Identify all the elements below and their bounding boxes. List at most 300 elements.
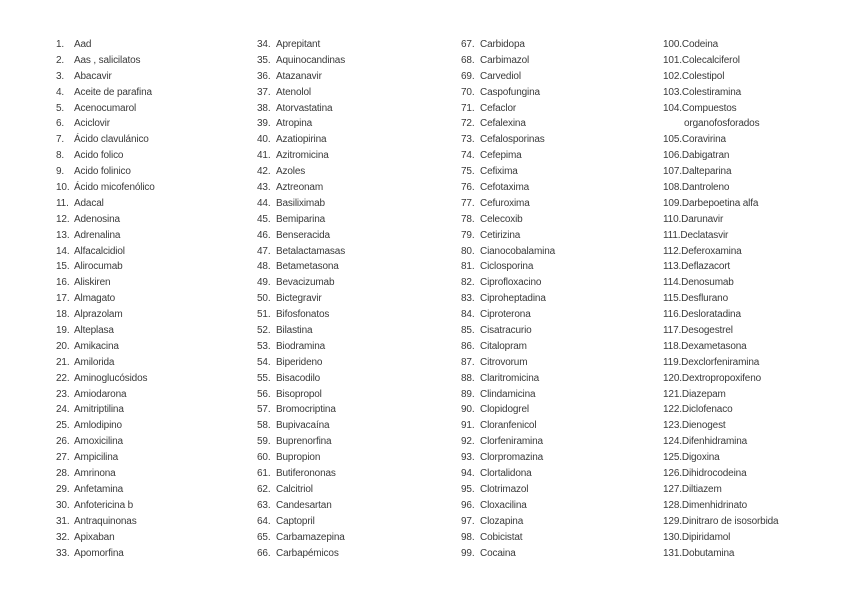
list-item <box>663 164 843 180</box>
list-item <box>257 132 447 148</box>
list-item <box>663 371 843 387</box>
item-name: Alprazolam <box>74 309 123 321</box>
item-number: 119. <box>663 356 682 368</box>
item-name: Aminoglucósidos <box>74 372 148 384</box>
item-name: Amrinona <box>74 468 116 480</box>
list-item <box>461 387 646 403</box>
item-number: 28. <box>56 468 70 480</box>
item-number: 6. <box>56 118 65 130</box>
item-number: 4. <box>56 86 65 98</box>
list-item <box>257 450 447 466</box>
list-item <box>257 307 447 323</box>
item-name: Ciproterona <box>480 309 531 321</box>
item-number: 20. <box>56 340 70 352</box>
list-item <box>257 196 447 212</box>
item-number: 43. <box>257 182 271 194</box>
list-item <box>663 450 843 466</box>
list-item <box>461 530 646 546</box>
item-name: Desflurano <box>681 293 728 305</box>
item-number: 11. <box>56 197 69 209</box>
item-number: 16. <box>56 277 70 289</box>
list-item <box>257 164 447 180</box>
item-number: 49. <box>257 277 271 289</box>
item-name: Diltiazem <box>681 483 722 495</box>
item-name: Antraquinonas <box>74 515 137 527</box>
list-item <box>663 402 843 418</box>
item-number: 47. <box>257 245 271 257</box>
item-name: Alirocumab <box>74 261 123 273</box>
item-name: Declatasvir <box>680 229 729 241</box>
item-number: 30. <box>56 499 70 511</box>
item-name: Biodramina <box>276 340 326 352</box>
list-item <box>663 85 843 101</box>
list-item <box>663 355 843 371</box>
item-name: Dexametasona <box>681 340 747 352</box>
list-item <box>257 530 447 546</box>
column-1 <box>56 37 246 561</box>
item-name: organofosforados <box>684 118 760 130</box>
list-item <box>56 275 246 291</box>
item-number: 93. <box>461 452 475 464</box>
list-item <box>663 69 843 85</box>
item-name: Carbapémicos <box>276 547 339 559</box>
item-number: 112. <box>663 245 682 257</box>
item-number: 29. <box>56 483 70 495</box>
item-name: Bisopropol <box>276 388 322 400</box>
item-number: 39. <box>257 118 271 130</box>
item-number: 130. <box>663 531 682 543</box>
item-number: 121. <box>663 388 682 400</box>
list-item <box>56 101 246 117</box>
list-item <box>461 466 646 482</box>
item-name: Aprepitant <box>276 39 321 50</box>
list-item <box>56 244 246 260</box>
item-number: 101. <box>663 54 682 66</box>
list-item <box>257 482 447 498</box>
item-number: 111. <box>663 229 681 241</box>
list-item <box>257 275 447 291</box>
item-name: Atorvastatina <box>276 102 333 114</box>
list-item <box>461 482 646 498</box>
list-item <box>257 418 447 434</box>
item-name: Compuestos <box>681 102 737 114</box>
item-number: 127. <box>663 483 682 495</box>
item-number: 82. <box>461 277 475 289</box>
list-item <box>461 371 646 387</box>
item-name: Denosumab <box>681 277 734 289</box>
item-name: Cefotaxima <box>480 182 530 194</box>
list-item <box>663 387 843 403</box>
item-name: Aquinocandinas <box>276 54 346 66</box>
item-number: 56. <box>257 388 271 400</box>
list-item <box>461 132 646 148</box>
item-name: Dabigatran <box>681 150 730 162</box>
item-number: 73. <box>461 134 475 146</box>
list-item <box>663 212 843 228</box>
list-item <box>257 101 447 117</box>
list-item <box>257 498 447 514</box>
list-item <box>56 132 246 148</box>
list-item <box>663 498 843 514</box>
list-item <box>257 259 447 275</box>
list-item <box>56 180 246 196</box>
item-number: 124. <box>663 436 682 448</box>
item-name: Bemiparina <box>276 213 326 225</box>
list-item <box>461 291 646 307</box>
item-number: 9. <box>56 166 65 178</box>
item-number: 91. <box>461 420 475 432</box>
list-item <box>257 466 447 482</box>
item-name: Carbimazol <box>480 54 530 66</box>
item-name: Desloratadina <box>681 309 741 321</box>
item-name: Ciclosporina <box>480 261 534 273</box>
item-number: 70. <box>461 86 475 98</box>
item-number: 55. <box>257 372 271 384</box>
item-name: Cloxacilina <box>480 499 527 511</box>
item-number: 34. <box>257 39 271 50</box>
item-number: 90. <box>461 404 475 416</box>
item-number: 1. <box>56 39 65 50</box>
list-item <box>56 148 246 164</box>
list-item <box>461 418 646 434</box>
item-name: Alfacalcidiol <box>74 245 125 257</box>
item-name: Buprenorfina <box>276 436 332 448</box>
item-name: Deflazacort <box>681 261 731 273</box>
list-item <box>56 371 246 387</box>
list-item <box>56 259 246 275</box>
list-item <box>257 37 447 53</box>
item-number: 58. <box>257 420 271 432</box>
list-item <box>56 450 246 466</box>
item-name: Benseracida <box>276 229 330 241</box>
list-item <box>461 180 646 196</box>
item-name: Anfotericina b <box>74 499 134 511</box>
item-name: Caspofungina <box>480 86 540 98</box>
list-item <box>257 228 447 244</box>
list-item <box>257 371 447 387</box>
item-name: Citalopram <box>480 340 527 352</box>
item-number: 60. <box>257 452 271 464</box>
list-item <box>663 291 843 307</box>
item-number: 122. <box>663 404 682 416</box>
list-item <box>56 228 246 244</box>
item-name: Adacal <box>74 197 104 209</box>
item-name: Cianocobalamina <box>480 245 556 257</box>
item-name: Amikacina <box>74 340 119 352</box>
item-name: Bromocriptina <box>276 404 336 416</box>
column-2 <box>257 37 447 561</box>
item-name: Atazanavir <box>276 70 322 82</box>
list-item <box>56 418 246 434</box>
item-number: 23. <box>56 388 70 400</box>
item-name: Cobicistat <box>480 531 523 543</box>
list-item <box>257 546 447 562</box>
item-number: 64. <box>257 515 271 527</box>
item-number: 67. <box>461 39 475 50</box>
item-name: Clortalidona <box>480 468 532 480</box>
item-name: Clotrimazol <box>480 483 529 495</box>
item-name: Clindamicina <box>480 388 536 400</box>
item-name: Amilorida <box>74 356 115 368</box>
item-number: 84. <box>461 309 475 321</box>
list-item <box>461 339 646 355</box>
list-item <box>663 37 843 53</box>
item-name: Dinitraro de isosorbida <box>681 515 779 527</box>
item-number: 38. <box>257 102 271 114</box>
item-number: 12. <box>56 213 70 225</box>
list-item <box>663 275 843 291</box>
item-name: Difenhidramina <box>681 436 748 448</box>
item-number: 31. <box>56 515 70 527</box>
list-item <box>257 53 447 69</box>
item-number: 108. <box>663 182 682 194</box>
item-number: 61. <box>257 468 271 480</box>
item-name: Atenolol <box>276 86 311 98</box>
item-name: Basiliximab <box>276 197 325 209</box>
item-name: Ciprofloxacino <box>480 277 542 289</box>
item-number: 74. <box>461 150 475 162</box>
item-name: Alteplasa <box>74 325 114 337</box>
item-name: Aceite de parafina <box>74 86 152 98</box>
list-item <box>461 514 646 530</box>
item-name: Abacavir <box>74 70 112 82</box>
item-number: 65. <box>257 531 271 543</box>
list-item <box>461 228 646 244</box>
item-number: 44. <box>257 197 271 209</box>
list-item <box>663 196 843 212</box>
item-name: Cefepima <box>480 150 522 162</box>
item-name: Clopidogrel <box>480 404 529 416</box>
item-name: Clorfeniramina <box>480 436 543 448</box>
list-item <box>56 85 246 101</box>
column-4 <box>663 37 843 561</box>
list-item <box>663 482 843 498</box>
list-item <box>461 546 646 562</box>
item-number: 15. <box>56 261 70 273</box>
item-number: 125. <box>663 452 682 464</box>
item-number: 94. <box>461 468 475 480</box>
list-item <box>461 85 646 101</box>
item-name: Betalactamasas <box>276 245 346 257</box>
item-name: Bictegravir <box>276 293 322 305</box>
item-name: Bupivacaína <box>276 420 330 432</box>
item-name: Acenocumarol <box>74 102 137 114</box>
item-name: Captopril <box>276 515 315 527</box>
item-name: Colestipol <box>681 70 725 82</box>
list-item <box>461 101 646 117</box>
item-number: 89. <box>461 388 475 400</box>
list-item <box>663 514 843 530</box>
item-number: 21. <box>56 356 70 368</box>
item-number: 103. <box>663 86 682 98</box>
item-number: 18. <box>56 309 70 321</box>
list-item <box>663 148 843 164</box>
item-number: 51. <box>257 309 271 321</box>
item-name: Celecoxib <box>480 213 523 225</box>
item-name: Biperideno <box>276 356 323 368</box>
list-item <box>56 546 246 562</box>
list-item <box>56 530 246 546</box>
item-name: Aad <box>74 39 92 50</box>
item-number: 40. <box>257 134 271 146</box>
item-name: Carvediol <box>480 70 521 82</box>
item-name: Aztreonam <box>276 182 324 194</box>
item-number: 118. <box>663 340 682 352</box>
item-name: Bisacodilo <box>276 372 321 384</box>
item-number: 32. <box>56 531 70 543</box>
item-number: 7. <box>56 134 65 146</box>
item-number: 53. <box>257 340 271 352</box>
list-item <box>461 164 646 180</box>
item-name: Darunavir <box>681 213 724 225</box>
item-name: Anfetamina <box>74 483 124 495</box>
item-number: 106. <box>663 150 682 162</box>
item-number: 5. <box>56 102 65 114</box>
item-name: Almagato <box>74 293 116 305</box>
item-number: 66. <box>257 547 271 559</box>
item-name: Bifosfonatos <box>276 309 330 321</box>
list-item <box>56 402 246 418</box>
list-item <box>461 212 646 228</box>
item-number: 117. <box>663 325 682 337</box>
list-item <box>461 498 646 514</box>
list-item <box>56 323 246 339</box>
item-number: 131. <box>663 547 682 559</box>
list-item <box>257 355 447 371</box>
item-number: 83. <box>461 293 475 305</box>
list-item <box>461 355 646 371</box>
list-item <box>461 69 646 85</box>
list-item <box>663 53 843 69</box>
item-name: Adenosina <box>74 213 120 225</box>
item-name: Diazepam <box>681 388 726 400</box>
item-name: Cloranfenicol <box>480 420 537 432</box>
list-item <box>56 498 246 514</box>
item-name: Atropina <box>276 118 313 130</box>
list-item <box>56 482 246 498</box>
item-name: Aliskiren <box>74 277 111 289</box>
item-name: Dihidrocodeina <box>681 468 747 480</box>
list-item <box>461 434 646 450</box>
list-item <box>56 307 246 323</box>
item-number: 104. <box>663 102 682 114</box>
item-name: Cisatracurio <box>480 325 532 337</box>
item-name: Azitromicina <box>276 150 329 162</box>
item-name: Ácido micofenólico <box>74 182 155 194</box>
list-item <box>461 402 646 418</box>
item-name: Coravirina <box>681 134 726 146</box>
item-name: Bevacizumab <box>276 277 335 289</box>
item-number: 27. <box>56 452 70 464</box>
item-name: Darbepoetina alfa <box>681 197 759 209</box>
item-number: 26. <box>56 436 70 448</box>
item-number: 41. <box>257 150 271 162</box>
item-number: 126. <box>663 468 682 480</box>
list-item <box>257 434 447 450</box>
item-name: Colecalciferol <box>681 54 740 66</box>
item-number: 52. <box>257 325 271 337</box>
item-number: 128. <box>663 499 682 511</box>
item-number: 114. <box>663 277 682 289</box>
item-name: Cetirizina <box>480 229 521 241</box>
list-item <box>257 116 447 132</box>
list-item <box>56 116 246 132</box>
item-number: 96. <box>461 499 475 511</box>
item-number: 78. <box>461 213 475 225</box>
item-name: Butiferononas <box>276 468 336 480</box>
list-item <box>663 466 843 482</box>
item-number: 109. <box>663 197 682 209</box>
item-name: Claritromicina <box>480 372 540 384</box>
item-number: 59. <box>257 436 271 448</box>
item-number: 81. <box>461 261 475 273</box>
item-name: Dipiridamol <box>681 531 731 543</box>
item-number: 35. <box>257 54 271 66</box>
item-number: 107. <box>663 166 682 178</box>
list-item <box>663 418 843 434</box>
item-number: 62. <box>257 483 271 495</box>
item-name: Dextropropoxifeno <box>681 372 762 384</box>
item-number: 22. <box>56 372 70 384</box>
item-name: Apomorfina <box>74 547 124 559</box>
list-item <box>461 244 646 260</box>
list-item <box>257 402 447 418</box>
list-item <box>257 339 447 355</box>
item-name: Cefalexina <box>480 118 526 130</box>
list-item <box>257 323 447 339</box>
list-item <box>663 323 843 339</box>
item-number: 116. <box>663 309 682 321</box>
item-name: Deferoxamina <box>681 245 742 257</box>
item-name: Azatiopirina <box>276 134 327 146</box>
item-number: 86. <box>461 340 475 352</box>
item-number: 105. <box>663 134 682 146</box>
item-number: 102. <box>663 70 682 82</box>
list-item <box>257 514 447 530</box>
list-item <box>257 180 447 196</box>
item-number: 123. <box>663 420 682 432</box>
item-name: Adrenalina <box>74 229 121 241</box>
item-name: Bilastina <box>276 325 313 337</box>
list-item <box>461 307 646 323</box>
item-number: 75. <box>461 166 475 178</box>
list-item <box>56 355 246 371</box>
item-number: 37. <box>257 86 271 98</box>
list-item <box>257 85 447 101</box>
item-number: 8. <box>56 150 65 162</box>
list-item <box>257 148 447 164</box>
list-item <box>56 196 246 212</box>
item-name: Digoxina <box>681 452 720 464</box>
item-name: Carbamazepina <box>276 531 345 543</box>
item-number: 97. <box>461 515 475 527</box>
item-number: 71. <box>461 102 475 114</box>
item-number: 69. <box>461 70 475 82</box>
item-name: Amiodarona <box>74 388 127 400</box>
item-number: 99. <box>461 547 475 559</box>
item-number: 68. <box>461 54 475 66</box>
list-item <box>257 69 447 85</box>
item-number: 25. <box>56 420 70 432</box>
item-name: Aciclovir <box>74 118 110 130</box>
item-number: 100. <box>663 39 682 50</box>
list-item <box>663 434 843 450</box>
list-item <box>663 116 843 132</box>
item-name: Calcitriol <box>276 483 313 495</box>
list-item <box>663 180 843 196</box>
item-number: 54. <box>257 356 271 368</box>
item-name: Diclofenaco <box>681 404 733 416</box>
